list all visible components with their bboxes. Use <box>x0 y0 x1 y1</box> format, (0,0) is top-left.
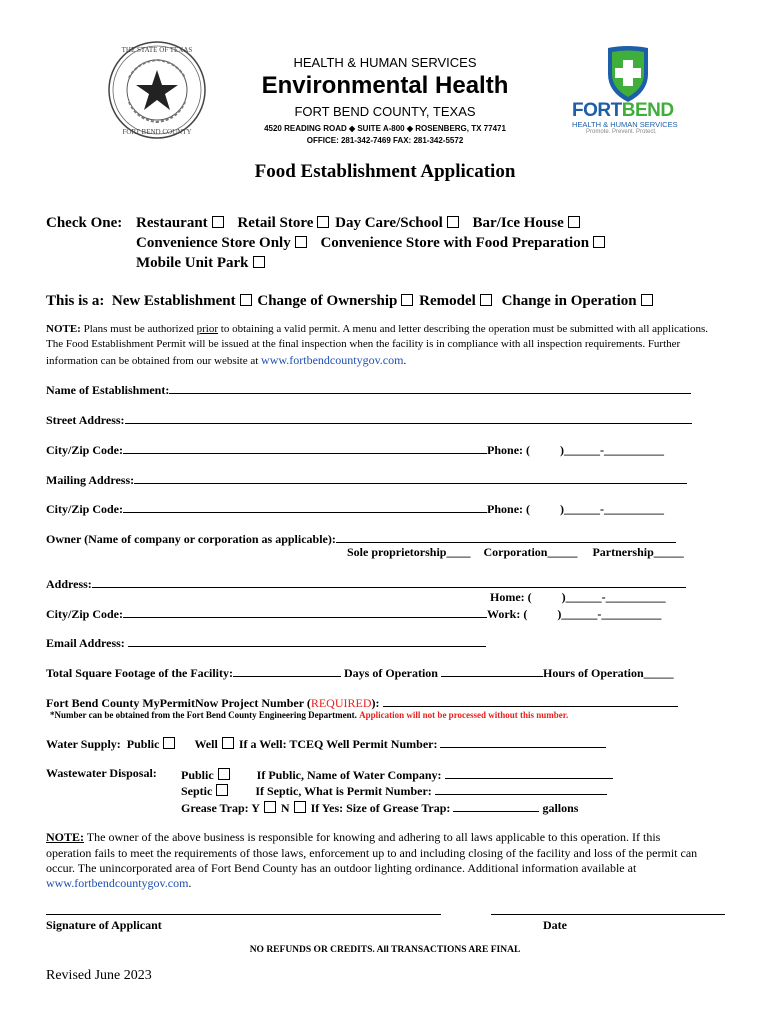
agency-name: HEALTH & HUMAN SERVICES <box>293 55 477 70</box>
grease-trap-yes-checkbox[interactable] <box>264 801 276 813</box>
project-number-field[interactable] <box>383 694 678 707</box>
water-well-checkbox[interactable] <box>222 737 234 749</box>
phone-field-2[interactable]: )______-__________ <box>560 502 665 516</box>
email-field[interactable] <box>128 634 486 647</box>
owner-city-zip-field[interactable] <box>123 605 487 618</box>
check-one-row1: Restaurant Retail Store Day Care/School Bar/Ice House <box>136 215 582 232</box>
office-address: 4520 READING ROAD ◆ SUITE A-800 ◆ ROSENBERG, TX 77471 <box>264 124 506 133</box>
remodel-checkbox[interactable] <box>480 294 492 306</box>
project-number-row: Fort Bend County MyPermitNow Project Number (REQUIRED): <box>46 694 678 711</box>
change-ownership-checkbox[interactable] <box>401 294 413 306</box>
county-name: FORT BEND COUNTY, TEXAS <box>294 104 476 119</box>
water-company-field[interactable] <box>445 766 613 779</box>
email-row: Email Address: <box>46 634 486 651</box>
mailing-address-field[interactable] <box>134 471 687 484</box>
establishment-type-row: This is a: New Establishment Change of Ownership Remodel Change in Operation <box>46 293 655 310</box>
svg-text:THE STATE OF TEXAS: THE STATE OF TEXAS <box>121 46 193 54</box>
signature-line[interactable] <box>46 914 441 915</box>
check-one-row2: Convenience Store Only Convenience Store with Food Preparation <box>136 235 607 252</box>
note-permit: The Food Establishment Permit will be issued at the final inspection when the facility is in compliance with all inspection requirements. Further <box>46 338 681 350</box>
wastewater-label: Wastewater Disposal: <box>46 766 157 780</box>
city-zip-field-2[interactable] <box>123 500 487 513</box>
owner-field[interactable] <box>336 530 676 543</box>
sole-proprietorship-field[interactable]: Sole proprietorship____ <box>347 545 471 559</box>
retail-store-checkbox[interactable] <box>317 216 329 228</box>
owner-address-field[interactable] <box>92 575 686 588</box>
square-footage-field[interactable] <box>233 664 341 677</box>
website-link[interactable]: www.fortbendcountygov.com <box>261 353 404 367</box>
mailing-address-row: Mailing Address: <box>46 471 687 488</box>
corporation-field[interactable]: Corporation_____ <box>483 545 578 559</box>
work-phone-field[interactable]: )______-__________ <box>557 607 662 621</box>
note-owner-website: www.fortbendcountygov.com. <box>46 876 192 890</box>
city-zip-row-1: City/Zip Code: Phone: ( )______-__________ <box>46 443 665 457</box>
revision-date: Revised June 2023 <box>46 968 152 983</box>
city-zip-field-1[interactable] <box>123 441 487 454</box>
note-website-line: information can be obtained from our website at www.fortbendcountygov.com. <box>46 353 407 367</box>
department-title: Environmental Health <box>261 72 509 99</box>
phone-field-1[interactable]: )______-__________ <box>560 443 665 457</box>
city-zip-row-2: City/Zip Code: Phone: ( )______-__________ <box>46 502 665 516</box>
change-operation-checkbox[interactable] <box>641 294 653 306</box>
date-label: Date <box>543 918 567 932</box>
refund-policy: NO REFUNDS OR CREDITS. All TRANSACTIONS ARE FINAL <box>249 945 521 955</box>
water-public-checkbox[interactable] <box>163 737 175 749</box>
septic-permit-field[interactable] <box>435 782 607 795</box>
wastewater-septic-checkbox[interactable] <box>216 784 228 796</box>
new-establishment-checkbox[interactable] <box>240 294 252 306</box>
well-permit-field[interactable] <box>440 735 606 748</box>
signature-label: Signature of Applicant <box>46 918 162 932</box>
street-address-field[interactable] <box>125 411 692 424</box>
check-one-row3: Mobile Unit Park <box>136 255 267 272</box>
project-number-note: *Number can be obtained from the Fort Bend County Engineering Department. Application will not be processed without this number. <box>50 710 569 720</box>
office-contact: OFFICE: 281-342-7469 FAX: 281-342-5572 <box>306 136 464 145</box>
note-owner-line3: occur. The unincorporated area of Fort Bend County has an outdoor lighting ordinance. Additional information available at <box>46 861 637 875</box>
street-address-row: Street Address: <box>46 411 692 428</box>
home-phone-field[interactable]: )______-__________ <box>561 590 666 604</box>
grease-trap-row: Grease Trap: Y N If Yes: Size of Grease Trap: gallons <box>181 801 579 815</box>
wastewater-public-row: Public If Public, Name of Water Company: <box>181 766 613 783</box>
website-link-2[interactable]: www.fortbendcountygov.com <box>46 876 189 890</box>
bar-ice-house-checkbox[interactable] <box>568 216 580 228</box>
shield-icon <box>568 44 688 104</box>
date-line[interactable] <box>491 914 725 915</box>
home-phone-row: Home: ( )______-__________ <box>490 590 666 604</box>
wastewater-public-checkbox[interactable] <box>218 768 230 780</box>
restaurant-checkbox[interactable] <box>212 216 224 228</box>
owner-row: Owner (Name of company or corporation as applicable): <box>46 530 676 547</box>
facility-info-row: Total Square Footage of the Facility: Days of Operation Hours of Operation_____ <box>46 666 674 680</box>
grease-trap-size-field[interactable] <box>453 799 539 812</box>
owner-address-row: Address: <box>46 575 686 592</box>
day-care-checkbox[interactable] <box>447 216 459 228</box>
svg-text:FORT BEND COUNTY: FORT BEND COUNTY <box>122 128 192 136</box>
form-title: Food Establishment Application <box>254 161 516 182</box>
convenience-food-prep-checkbox[interactable] <box>593 236 605 248</box>
mobile-unit-park-checkbox[interactable] <box>253 256 265 268</box>
hours-operation-field[interactable]: Hours of Operation_____ <box>542 666 674 680</box>
establishment-name-field[interactable] <box>169 381 691 394</box>
note-plans: NOTE: Plans must be authorized prior to obtaining a valid permit. A menu and letter describing the operation must be submitted with all applications. <box>46 323 709 335</box>
convenience-store-checkbox[interactable] <box>295 236 307 248</box>
check-one-label: Check One: <box>46 215 123 231</box>
note-owner-line2: operation fails to meet the requirements of those laws, enforcement up to and including closing of the facility and loss of the permit can <box>46 846 698 860</box>
owner-city-zip-row: City/Zip Code: Work: ( )______-__________ <box>46 607 662 621</box>
fort-bend-logo: FORTBEND HEALTH & HUMAN SERVICES Promote. Prevent. Protect. <box>568 44 688 139</box>
wastewater-septic-row: Septic If Septic, What is Permit Number: <box>181 782 607 799</box>
note-owner-line1: NOTE: The owner of the above business is responsible for knowing and adhering to all laws applicable to this operation. If this <box>46 830 661 844</box>
establishment-name-row: Name of Establishment: <box>46 381 691 398</box>
ownership-type-row <box>347 545 684 560</box>
grease-trap-no-checkbox[interactable] <box>294 801 306 813</box>
days-operation-field[interactable] <box>441 664 543 677</box>
partnership-field[interactable]: Partnership_____ <box>592 545 684 559</box>
water-supply-row: Water Supply: Public Well If a Well: TCEQ Well Permit Number: <box>46 735 606 752</box>
